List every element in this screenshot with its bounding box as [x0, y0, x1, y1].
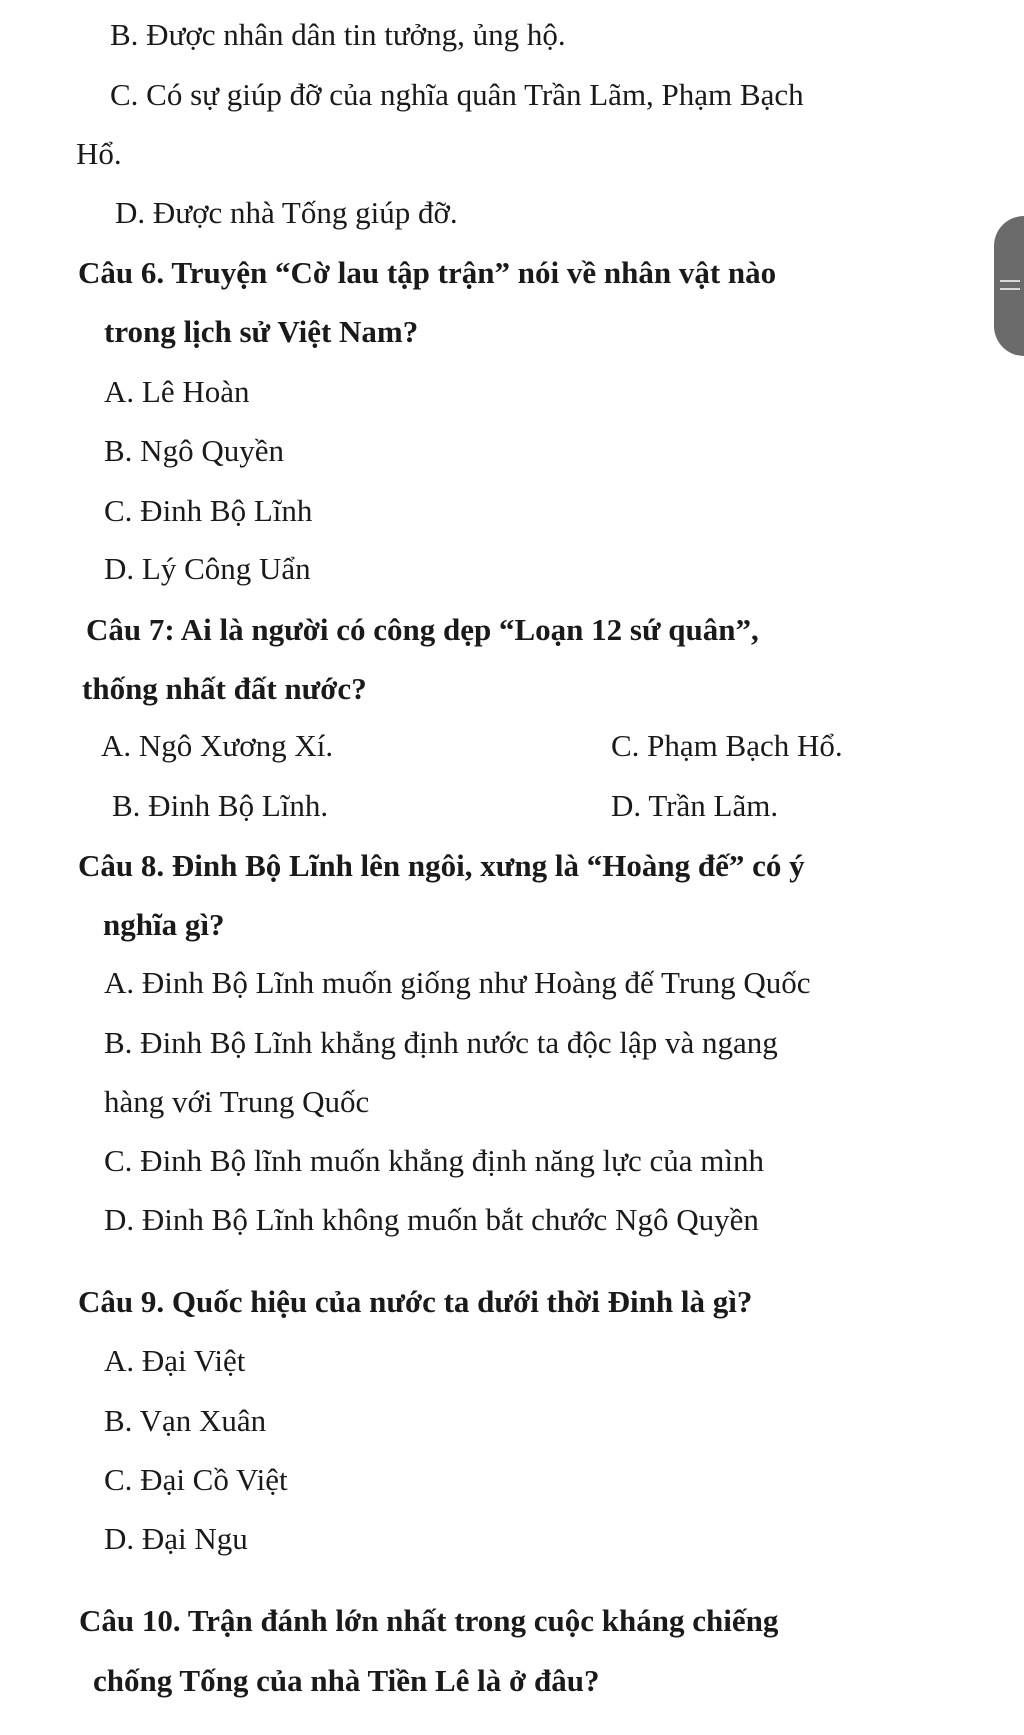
question-9-option-a: A. Đại Việt — [104, 1343, 246, 1378]
option-text: D. Được nhà Tống giúp đỡ. — [115, 195, 458, 230]
question-9-option-d: D. Đại Ngu — [104, 1521, 248, 1556]
question-6-option-a: A. Lê Hoàn — [104, 374, 250, 409]
question-8-title: Câu 8. Đinh Bộ Lĩnh lên ngôi, xưng là “Hoàng đế” có ý — [78, 848, 805, 883]
question-8-option-b-continuation: hàng với Trung Quốc — [104, 1084, 370, 1119]
question-8-option-b: B. Đinh Bộ Lĩnh khẳng định nước ta độc lập và ngang — [104, 1025, 778, 1060]
question-9-title: Câu 9. Quốc hiệu của nước ta dưới thời Đinh là gì? — [78, 1284, 753, 1319]
question-9-option-b: B. Vạn Xuân — [104, 1403, 267, 1438]
question-8-option-c: C. Đinh Bộ lĩnh muốn khẳng định năng lực của mình — [104, 1143, 764, 1178]
question-7-option-b: B. Đinh Bộ Lĩnh. — [112, 788, 329, 823]
question-9-option-c: C. Đại Cồ Việt — [104, 1462, 288, 1497]
question-6-option-d: D. Lý Công Uẩn — [104, 551, 311, 586]
question-6-title-continuation: trong lịch sử Việt Nam? — [104, 314, 419, 349]
question-7-option-a: A. Ngô Xương Xí. — [101, 728, 334, 763]
question-7-title-continuation: thống nhất đất nước? — [82, 671, 367, 706]
question-6-option-c: C. Đinh Bộ Lĩnh — [104, 493, 313, 528]
grip-line-icon — [1000, 288, 1020, 290]
grip-line-icon — [1000, 280, 1020, 282]
option-text-continuation: Hổ. — [76, 136, 122, 171]
question-8-option-a: A. Đinh Bộ Lĩnh muốn giống như Hoàng đế Trung Quốc — [104, 965, 811, 1000]
option-text: B. Được nhân dân tin tưởng, ủng hộ. — [110, 17, 566, 52]
question-8-title-continuation: nghĩa gì? — [103, 907, 225, 942]
question-7-option-d: D. Trần Lãm. — [611, 788, 779, 823]
question-7-title: Câu 7: Ai là người có công dẹp “Loạn 12 sứ quân”, — [86, 612, 759, 647]
question-10-title-continuation: chống Tống của nhà Tiền Lê là ở đâu? — [93, 1663, 600, 1698]
question-7-option-c: C. Phạm Bạch Hổ. — [611, 728, 843, 763]
question-8-option-d: D. Đinh Bộ Lĩnh không muốn bắt chước Ngô Quyền — [104, 1202, 759, 1237]
question-10-title: Câu 10. Trận đánh lớn nhất trong cuộc kháng chiếng — [79, 1603, 779, 1638]
side-scroll-handle[interactable] — [994, 216, 1024, 356]
question-6-title: Câu 6. Truyện “Cờ lau tập trận” nói về nhân vật nào — [78, 255, 777, 290]
question-6-option-b: B. Ngô Quyền — [104, 433, 284, 468]
option-text: C. Có sự giúp đỡ của nghĩa quân Trần Lãm, Phạm Bạch — [110, 77, 804, 112]
